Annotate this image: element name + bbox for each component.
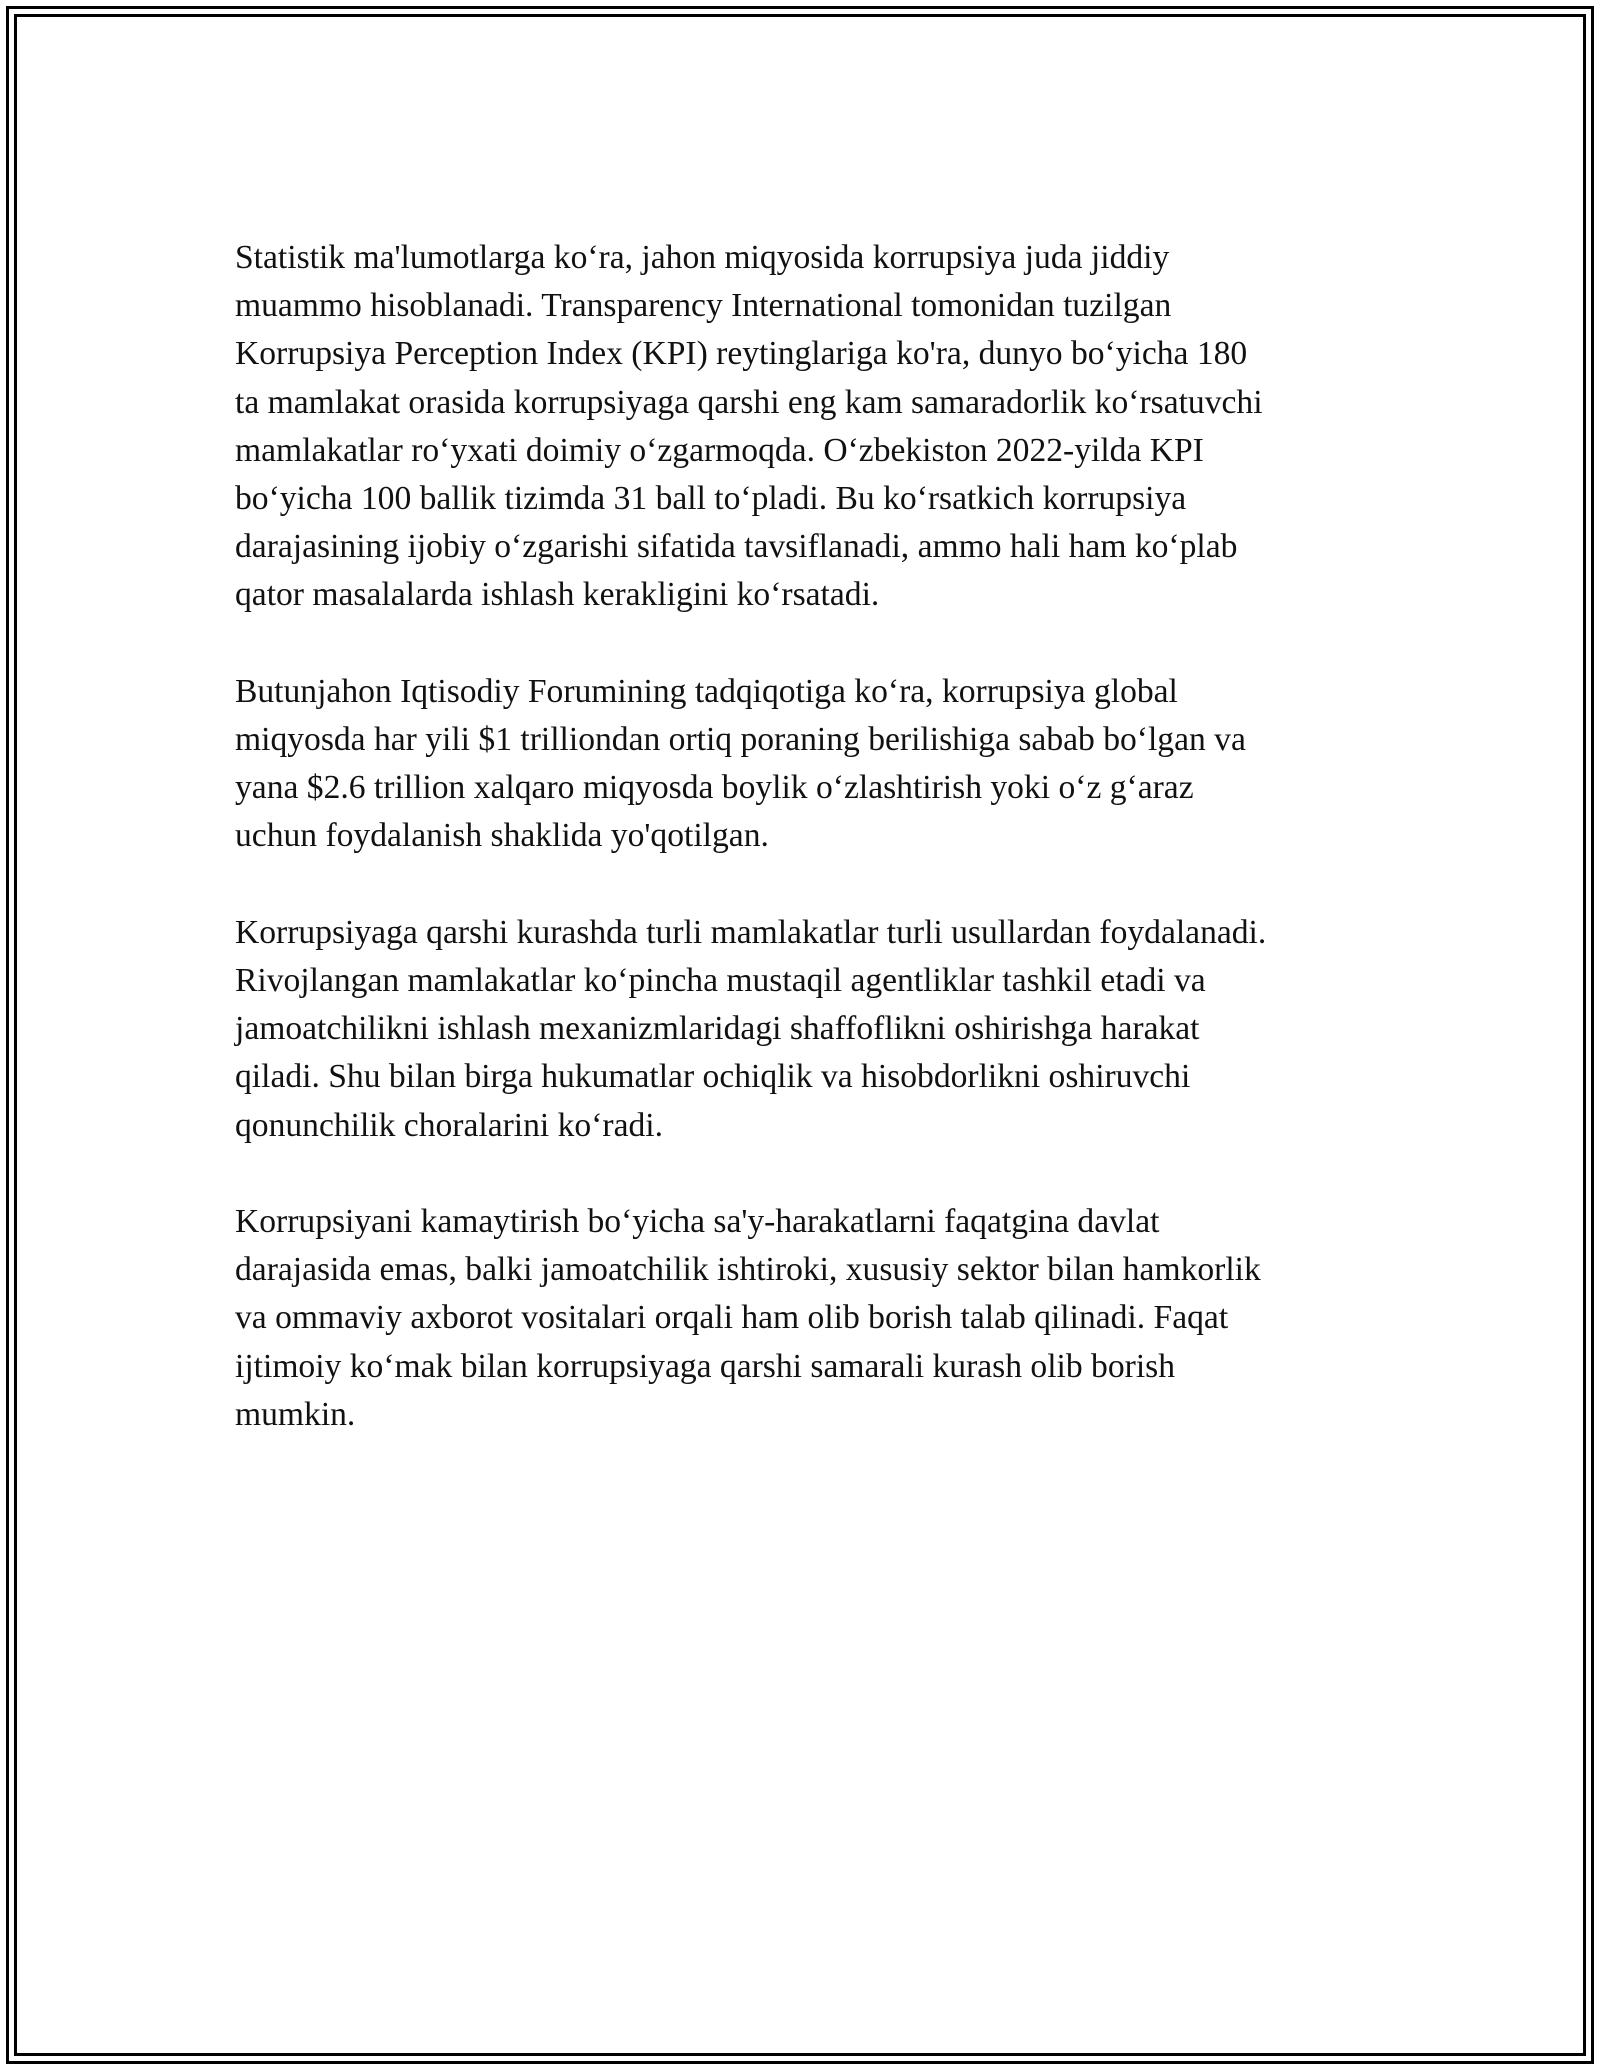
- document-body: [235, 234, 1385, 1487]
- text-line: Korrupsiyani kamaytirish bo‘yicha sa'y-harakatlarni faqatgina davlat: [235, 1203, 1160, 1241]
- text-line: mumkin.: [235, 1395, 356, 1433]
- text-line: qiladi. Shu bilan birga hukumatlar ochiqlik va hisobdorlikni oshiruvchi: [235, 1058, 1191, 1096]
- text-line: va ommaviy axborot vositalari orqali ham olib borish talab qilinadi. Faqat: [235, 1299, 1229, 1337]
- text-line: mamlakatlar ro‘yxati doimiy o‘zgarmoqda. O‘zbekiston 2022-yilda KPI: [235, 431, 1204, 469]
- text-line: darajasida emas, balki jamoatchilik ishtiroki, xususiy sektor bilan hamkorlik: [235, 1251, 1261, 1289]
- text-line: yana $2.6 trillion xalqaro miqyosda boylik o‘zlashtirish yoki o‘z g‘araz: [235, 769, 1194, 807]
- text-line: Korrupsiyaga qarshi kurashda turli mamlakatlar turli usullardan foydalanadi.: [235, 913, 1267, 951]
- text-line: ijtimoiy ko‘mak bilan korrupsiyaga qarshi samarali kurash olib borish: [235, 1347, 1176, 1385]
- paragraph-3: [235, 909, 1385, 1150]
- text-line: qonunchilik choralarini ko‘radi.: [235, 1106, 663, 1144]
- text-line: Statistik ma'lumotlarga ko‘ra, jahon miqyosida korrupsiya juda jiddiy: [235, 239, 1170, 276]
- text-line: qator masalalarda ishlash kerakligini ko‘rsatadi.: [235, 576, 880, 614]
- text-line: miqyosda har yili $1 trilliondan ortiq poraning berilishiga sabab bo‘lgan va: [235, 721, 1246, 759]
- text-line: uchun foydalanish shaklida yo'qotilgan.: [235, 817, 769, 855]
- paragraph-2: [235, 668, 1385, 861]
- text-line: darajasining ijobiy o‘zgarishi sifatida tavsiflanadi, ammo hali ham ko‘plab: [235, 528, 1238, 566]
- paragraph-4: [235, 1198, 1385, 1439]
- text-line: Rivojlangan mamlakatlar ko‘pincha mustaqil agentliklar tashkil etadi va: [235, 962, 1206, 1000]
- text-line: jamoatchilikni ishlash mexanizmlaridagi shaffoflikni oshirishga harakat: [235, 1010, 1200, 1048]
- text-line: bo‘yicha 100 ballik tizimda 31 ball to‘pladi. Bu ko‘rsatkich korrupsiya: [235, 480, 1187, 518]
- text-line: muammo hisoblanadi. Transparency International tomonidan tuzilgan: [235, 287, 1172, 325]
- text-line: Butunjahon Iqtisodiy Forumining tadqiqotiga ko‘ra, korrupsiya global: [235, 672, 1178, 710]
- paragraph-1: [235, 234, 1385, 620]
- text-line: ta mamlakat orasida korrupsiyaga qarshi eng kam samaradorlik ko‘rsatuvchi: [235, 383, 1263, 421]
- text-line: Korrupsiya Perception Index (KPI) reytinglariga ko'ra, dunyo bo‘yicha 180: [235, 335, 1248, 373]
